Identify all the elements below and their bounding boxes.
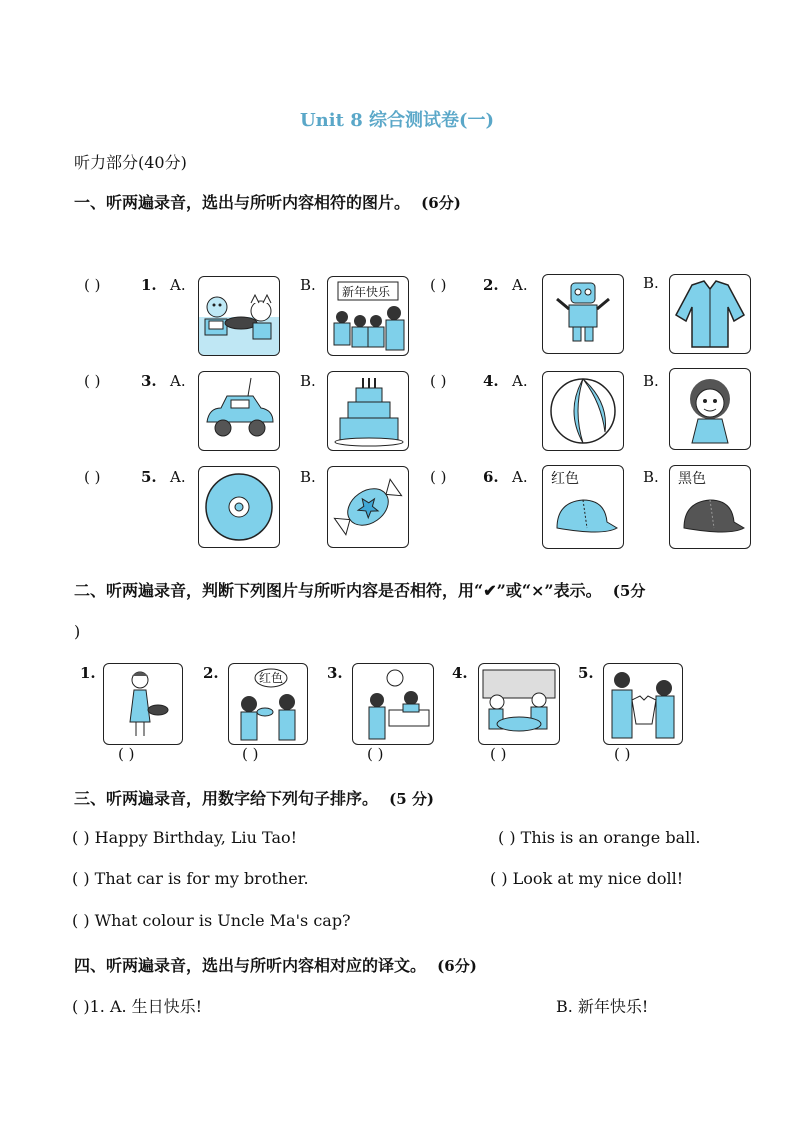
judge-picture-shop[interactable] <box>352 663 434 745</box>
question-number-2: 2. <box>483 276 499 294</box>
picture-candy[interactable] <box>327 466 409 548</box>
order-sentence-3: ( ) That car is for my brother. <box>72 869 309 888</box>
order-blank[interactable]: ( ) <box>72 869 90 888</box>
question-number-4: 4. <box>483 372 499 390</box>
judge-picture-girl-skirt[interactable] <box>103 663 183 745</box>
option-b-label: B. <box>643 274 659 292</box>
option-b-label: B. <box>643 468 659 486</box>
option-a[interactable]: A. 生日快乐! <box>109 997 203 1016</box>
red-label: 红色 <box>259 671 284 685</box>
option-a-label: A. <box>512 468 528 486</box>
s2-heading: 二、听两遍录音，判断下列图片与所听内容是否相符，用“✔”或“×”表示。 (5分 <box>74 581 646 600</box>
picture-new-year-family[interactable] <box>327 276 409 356</box>
picture-car[interactable] <box>198 371 280 451</box>
red-label: 红色 <box>551 471 579 487</box>
question-number-3: 3. <box>141 372 157 390</box>
answer-blank-6[interactable]: ( ) <box>430 468 447 486</box>
translation-question-1: ( )1. A. 生日快乐! <box>72 997 203 1016</box>
order-sentence-5: ( ) What colour is Uncle Ma's cap? <box>72 911 351 930</box>
option-a-label: A. <box>170 276 186 294</box>
answer-blank-4[interactable]: ( ) <box>430 372 447 390</box>
order-blank[interactable]: ( ) <box>72 911 90 930</box>
judge-blank-3[interactable]: ( ) <box>367 745 384 763</box>
picture-birthday-kids[interactable] <box>198 276 280 356</box>
option-b-label: B. <box>300 276 316 294</box>
black-label: 黑色 <box>678 471 706 487</box>
judge-picture-red-cap[interactable] <box>228 663 308 745</box>
option-b-label: B. <box>643 372 659 390</box>
order-blank[interactable]: ( ) <box>498 828 516 847</box>
picture-cd[interactable] <box>198 466 280 548</box>
option-b-label: B. <box>300 372 316 390</box>
judge-blank-1[interactable]: ( ) <box>118 745 135 763</box>
option-a-label: A. <box>512 276 528 294</box>
translation-blank[interactable]: ( ) <box>72 997 90 1016</box>
judge-number-4: 4. <box>452 664 468 682</box>
option-b-label: B. <box>300 468 316 486</box>
picture-ball[interactable] <box>542 371 624 451</box>
judge-blank-2[interactable]: ( ) <box>242 745 259 763</box>
picture-birthday-cake[interactable] <box>327 371 409 451</box>
judge-blank-5[interactable]: ( ) <box>614 745 631 763</box>
picture-shirt[interactable] <box>669 274 751 354</box>
judge-picture-party[interactable] <box>478 663 560 745</box>
judge-picture-shirt-gift[interactable] <box>603 663 683 745</box>
picture-black-cap[interactable] <box>669 465 751 549</box>
option-a-label: A. <box>512 372 528 390</box>
judge-number-2: 2. <box>203 664 219 682</box>
s4-heading: 四、听两遍录音，选出与所听内容相对应的译文。 (6分) <box>74 956 477 975</box>
new-year-banner: 新年快乐 <box>342 285 391 299</box>
answer-blank-3[interactable]: ( ) <box>84 372 101 390</box>
judge-number-5: 5. <box>578 664 594 682</box>
order-sentence-1: ( ) Happy Birthday, Liu Tao! <box>72 828 298 847</box>
s1-heading: 一、听两遍录音，选出与所听内容相符的图片。 (6分) <box>74 193 461 212</box>
order-sentence-4: ( ) Look at my nice doll! <box>490 869 684 888</box>
s2-score-close: ) <box>74 622 81 641</box>
picture-robot[interactable] <box>542 274 624 354</box>
order-blank[interactable]: ( ) <box>72 828 90 847</box>
option-a-label: A. <box>170 468 186 486</box>
order-sentence-2: ( ) This is an orange ball. <box>498 828 701 847</box>
judge-number-1: 1. <box>80 664 96 682</box>
picture-red-cap[interactable] <box>542 465 624 549</box>
answer-blank-2[interactable]: ( ) <box>430 276 447 294</box>
option-b[interactable]: B. 新年快乐! <box>556 997 649 1016</box>
question-number-6: 6. <box>483 468 499 486</box>
judge-number-3: 3. <box>327 664 343 682</box>
picture-doll[interactable] <box>669 368 751 450</box>
question-number-5: 5. <box>141 468 157 486</box>
order-blank[interactable]: ( ) <box>490 869 508 888</box>
option-a-label: A. <box>170 372 186 390</box>
page-title: Unit 8 综合测试卷(一) <box>299 110 495 131</box>
answer-blank-5[interactable]: ( ) <box>84 468 101 486</box>
question-number-1: 1. <box>141 276 157 294</box>
s3-heading: 三、听两遍录音，用数字给下列句子排序。 (5 分) <box>74 789 435 808</box>
answer-blank-1[interactable]: ( ) <box>84 276 101 294</box>
judge-blank-4[interactable]: ( ) <box>490 745 507 763</box>
listening-section-label: 听力部分(40分) <box>74 153 187 172</box>
